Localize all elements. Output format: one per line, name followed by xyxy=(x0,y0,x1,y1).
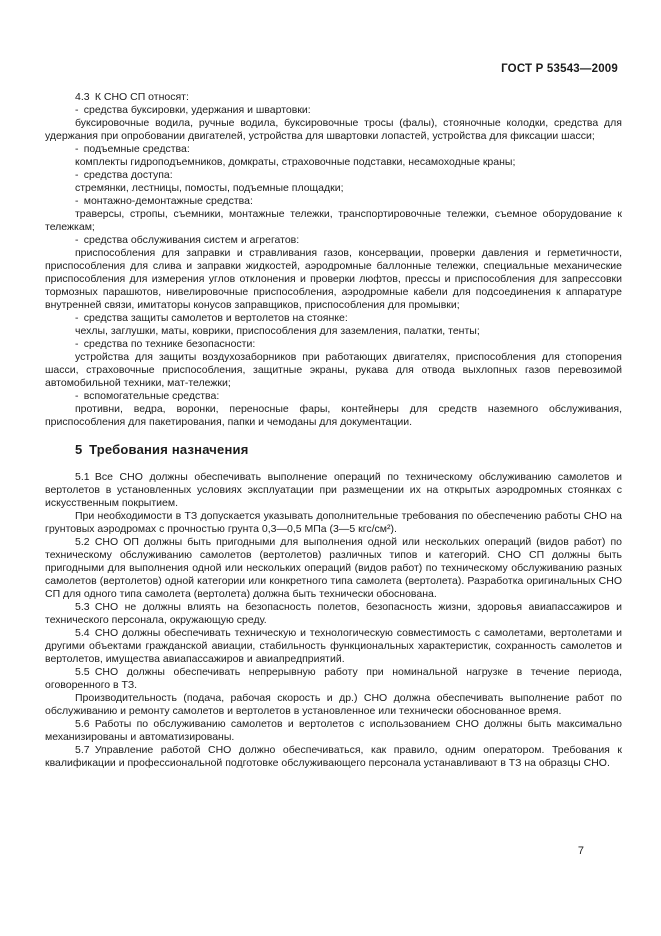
list-item-safety: - средства по технике безопасности: xyxy=(75,338,256,350)
para-access-items: стремянки, лестницы, помосты, подъемные площадки; xyxy=(75,182,344,194)
para-towing-items: буксировочные водила, ручные водила, буксировочные тросы (фалы), стояночные колодки, средства для удержания при опробовании двигателей, устройства для швартовки лопастей, устройства для фиксации шасси; xyxy=(45,117,622,142)
clause-5-3: 5.3 СНО не должны влиять на безопасность полетов, безопасность жизни, здоровья авиапассажиров и технического персонала, окружающую среду. xyxy=(45,601,622,626)
clause-5-5: 5.5 СНО должны обеспечивать непрерывную работу при номинальной нагрузке в течение периода, оговоренного в ТЗ. xyxy=(45,666,622,691)
para-5-1-note: При необходимости в ТЗ допускается указывать дополнительные требования по обеспечению работы СНО на грунтовых аэродромах с прочностью грунта 0,3—0,5 МПа (3—5 кгс/см²). xyxy=(45,510,622,535)
section-5-heading: 5 Требования назначения xyxy=(75,442,249,457)
para-safety-items: устройства для защиты воздухозаборников при работающих двигателях, приспособления для стопорения шасси, страховочные приспособления, защитные экраны, рукава для отвода выхлопных газов перевозимой автомобильной техники, мат-тележки; xyxy=(45,351,622,389)
list-item-auxiliary: - вспомогательные средства: xyxy=(75,390,220,402)
para-mounting-items: траверсы, стропы, съемники, монтажные тележки, транспортировочные тележки, съемное оборудование к тележкам; xyxy=(45,208,622,233)
list-item-towing: - средства буксировки, удержания и швартовки: xyxy=(75,104,311,116)
clause-5-1: 5.1 Все СНО должны обеспечивать выполнение операций по техническому обслуживанию самолетов и вертолетов в установленных условиях эксплуатации при размещении их на открытых аэродромных стоянках с искусственным покрытием. xyxy=(45,471,622,509)
list-item-lifting: - подъемные средства: xyxy=(75,143,190,155)
clause-5-4: 5.4 СНО должны обеспечивать техническую и технологическую совместимость с самолетами, вертолетами и другими объектами гражданской авиации, стабильность функциональных характеристик, сохранность самолетов и вертолетов, имущества авиапассажиров и авиапредприятий. xyxy=(45,627,622,665)
document-body xyxy=(45,91,622,770)
clause-4-3: 4.3 К СНО СП относят: xyxy=(75,91,189,103)
para-5-5-note: Производительность (подача, рабочая скорость и др.) СНО должна обеспечивать выполнение работ по обслуживанию и ремонту самолетов и вертолетов в установленное или технически обоснованное время. xyxy=(45,692,622,717)
para-systems-service-items: приспособления для заправки и стравливания газов, консервации, проверки давления и герметичности, приспособления для слива и заправки жидкостей, аэродромные баллонные тележки, специальные механические приспособления для измерения углов отклонения и проверки люфтов, прессы и приспособления для запрессовки тормозных парашютов, нивелировочные приспособления, аэродромные кабели для подсоединения к аппаратуре внутренней связи, имитаторы конусов заправщиков, приспособления для промывки; xyxy=(45,247,622,311)
clause-5-7: 5.7 Управление работой СНО должно обеспечиваться, как правило, одним оператором. Требования к квалификации и профессиональной подготовке обслуживающего персонала устанавливают в ТЗ на образцы СНО. xyxy=(45,744,622,769)
list-item-access: - средства доступа: xyxy=(75,169,173,181)
clause-5-6: 5.6 Работы по обслуживанию самолетов и вертолетов с использованием СНО должны быть максимально механизированы и автоматизированы. xyxy=(45,718,622,743)
document-code: ГОСТ Р 53543—2009 xyxy=(501,63,618,75)
para-lifting-items: комплекты гидроподъемников, домкраты, страховочные подставки, несамоходные краны; xyxy=(75,156,516,168)
para-auxiliary-items: противни, ведра, воронки, переносные фары, контейнеры для средств наземного обслуживания, приспособления для пакетирования, папки и чемоданы для документации. xyxy=(45,403,622,428)
list-item-mounting: - монтажно-демонтажные средства: xyxy=(75,195,253,207)
para-parking-protection-items: чехлы, заглушки, маты, коврики, приспособления для заземления, палатки, тенты; xyxy=(75,325,480,337)
clause-5-2: 5.2 СНО ОП должны быть пригодными для выполнения одной или нескольких операций (видов работ) по техническому обслуживанию самолетов (вертолетов) различных типов и категорий. СНО СП должны быть пригодными для выполнения одной или нескольких операций (видов работ) по техническому обслуживанию разных самолетов (вертолетов) одной категории или конкретного типа самолета (вертолета). Разработка оригинальных СНО СП для одного типа самолета (вертолета) должна быть технически обоснована. xyxy=(45,536,622,600)
list-item-systems-service: - средства обслуживания систем и агрегатов: xyxy=(75,234,300,246)
page-number: 7 xyxy=(577,845,584,857)
list-item-parking-protection: - средства защиты самолетов и вертолетов на стоянке: xyxy=(75,312,348,324)
